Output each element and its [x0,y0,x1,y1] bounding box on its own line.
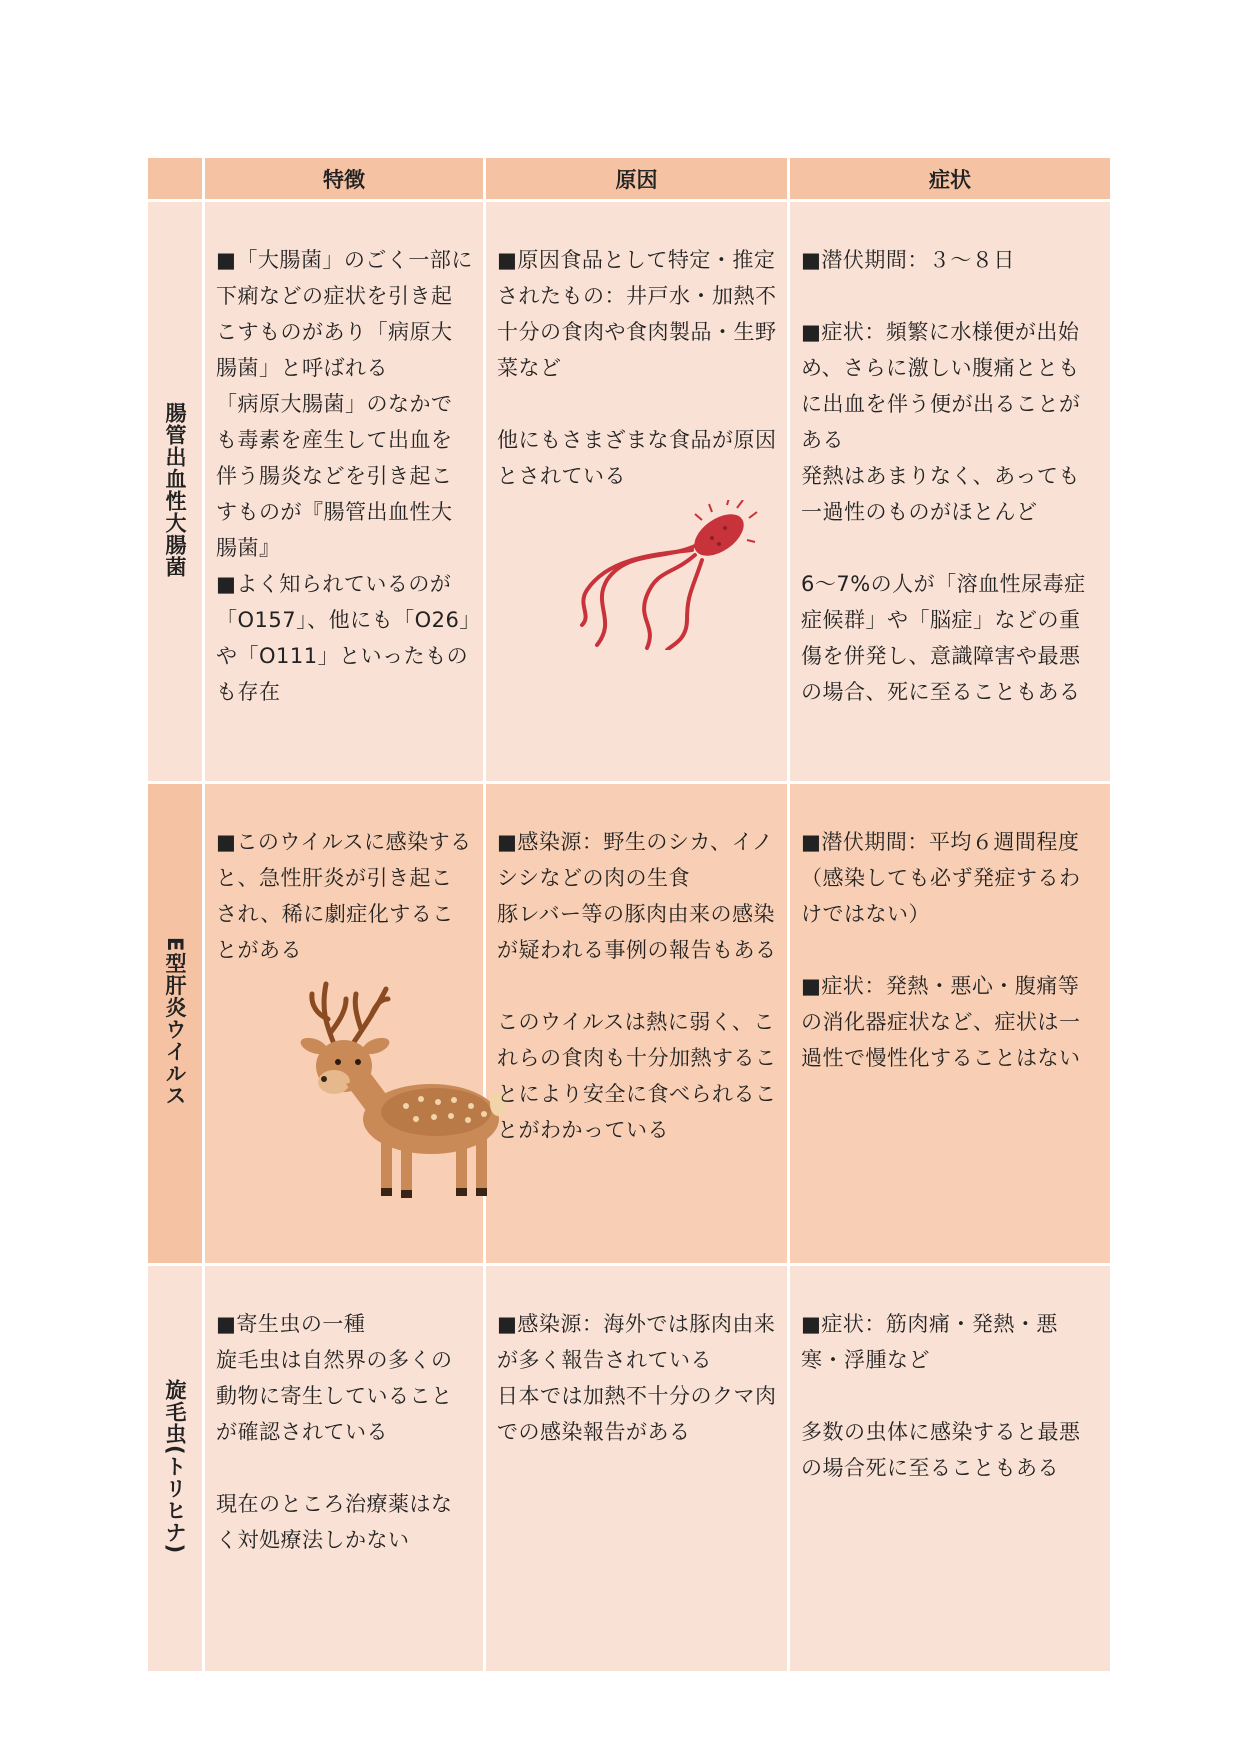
paragraph: 現在のところ治療薬はなく対処療法しかない [216,1492,453,1552]
header-causes: 原因 [486,158,787,199]
row-label [148,202,202,781]
row-label [148,784,202,1263]
food-poisoning-table [145,155,1113,1674]
causes-cell [486,784,787,1263]
paragraph: ■「大腸菌」のごく一部に下痢などの症状を引き起こすものがあり「病原大腸菌」と呼ばれる [216,248,473,380]
paragraph: ■潜伏期間：３〜８日 [801,248,1015,272]
symptoms-cell [790,784,1110,1263]
paragraph: ■症状：発熱・悪心・腹痛等の消化器症状など、症状は一過性で慢性化することはない [801,974,1081,1070]
symptoms-cell [790,1266,1110,1671]
paragraph: ■寄生虫の一種 [216,1312,366,1336]
paragraph: ■感染源：野生のシカ、イノシシなどの肉の生食 [497,830,774,890]
paragraph: 旋毛虫は自然界の多くの動物に寄生していることが確認されている [216,1348,453,1444]
header-corner [148,158,202,199]
features-cell [205,1266,483,1671]
row-label-text: E型肝炎ウイルス [163,936,187,1107]
paragraph: 他にもさまざまな食品が原因とされている [497,428,777,488]
causes-cell [486,1266,787,1671]
table-row [148,784,1110,1263]
table-row [148,1266,1110,1671]
paragraph: 発熱はあまりなく、あっても一過性のものがほとんど [801,464,1080,524]
paragraph: ■症状：頻繁に水様便が出始め、さらに激しい腹痛とともに出血を伴う便が出ることがある [801,320,1081,452]
paragraph: ■よく知られているのが「O157」、他にも「O26」や「O111」といったものも存在 [216,572,471,704]
paragraph: ■感染源：海外では豚肉由来が多く報告されている [497,1312,776,1372]
paragraph: 日本では加熱不十分のクマ肉での感染報告がある [497,1384,777,1444]
causes-cell [486,202,787,781]
paragraph: ■このウイルスに感染すると、急性肝炎が引き起こされ、稀に劇症化することがある [216,830,472,962]
features-cell [205,784,483,1263]
paragraph: 多数の虫体に感染すると最悪の場合死に至ることもある [801,1420,1081,1480]
symptoms-cell [790,202,1110,781]
header-symptoms: 症状 [790,158,1110,199]
paragraph: ■潜伏期間：平均６週間程度（感染しても必ず発症するわけではない） [801,830,1081,926]
header-features: 特徴 [205,158,483,199]
row-label [148,1266,202,1671]
paragraph: ■原因食品として特定・推定されたもの：井戸水・加熱不十分の食肉や食肉製品・生野菜など [497,248,777,380]
bacteria-icon [497,500,777,650]
paragraph: 「病原大腸菌」のなかでも毒素を産生して出血を伴う腸炎などを引き起こすものが『腸管出血性大腸菌』 [216,392,453,560]
header-row [148,158,1110,199]
paragraph: 6〜7%の人が「溶血性尿毒症症候群」や「脳症」などの重傷を併発し、意識障害や最悪の場合、死に至ることもある [801,572,1086,704]
row-label-text: 腸管出血性大腸菌 [163,401,187,578]
table-row [148,202,1110,781]
features-cell [205,202,483,781]
row-label-text: 旋毛虫(トリヒナ) [163,1378,187,1555]
paragraph: 豚レバー等の豚肉由来の感染が疑われる事例の報告もある [497,902,777,962]
paragraph: このウイルスは熱に弱く、これらの食肉も十分加熱することにより安全に食べられることがわかっている [497,1010,777,1142]
paragraph: ■症状：筋肉痛・発熱・悪寒・浮腫など [801,1312,1058,1372]
